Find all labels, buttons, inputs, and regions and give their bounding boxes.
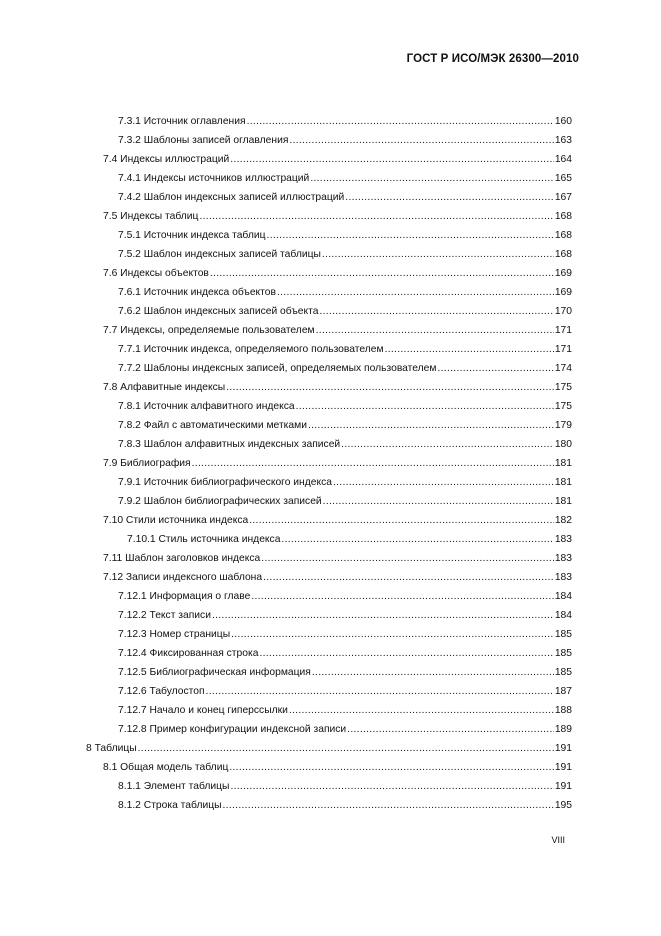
toc-entry-title: 7.12.8 Пример конфигурации индексной записи (118, 724, 347, 735)
toc-entry-page: 175 (554, 382, 572, 393)
dot-leader (267, 230, 554, 241)
toc-entry[interactable] (86, 534, 572, 553)
dot-leader (251, 591, 553, 602)
dot-leader (316, 325, 554, 336)
toc-entry-title: 7.8.2 Файл с автоматическими метками (118, 420, 307, 431)
toc-entry-title: 7.12.4 Фиксированная строка (118, 648, 259, 659)
toc-entry-title: 7.10 Стили источника индекса (103, 515, 249, 526)
toc-entry[interactable] (86, 553, 572, 572)
dot-leader (277, 287, 554, 298)
toc-entry[interactable] (86, 382, 572, 401)
toc-entry-page: 180 (554, 439, 572, 450)
toc-entry-title: 7.12 Записи индексного шаблона (103, 572, 263, 583)
toc-entry-page: 163 (554, 135, 572, 146)
toc-entry[interactable] (86, 420, 572, 439)
dot-leader (289, 705, 554, 716)
dot-leader (249, 515, 554, 526)
dot-leader (323, 496, 554, 507)
toc-entry-title: 7.3.1 Источник оглавления (118, 116, 246, 127)
dot-leader (226, 382, 554, 393)
toc-entry-page: 191 (554, 781, 572, 792)
toc-entry-title: 7.7.2 Шаблоны индексных записей, определяемых пользователем (118, 363, 437, 374)
dot-leader (322, 249, 554, 260)
toc-entry-title: 7.5 Индексы таблиц (103, 211, 199, 222)
toc-entry-title: 7.5.1 Источник индекса таблиц (118, 230, 266, 241)
toc-entry-page: 181 (554, 496, 572, 507)
toc-entry-title: 7.9 Библиография (103, 458, 191, 469)
toc-entry-title: 7.9.2 Шаблон библиографических записей (118, 496, 322, 507)
toc-entry-title: 7.12.7 Начало и конец гиперссылки (118, 705, 288, 716)
toc-entry[interactable] (86, 629, 572, 648)
toc-entry-page: 184 (554, 610, 572, 621)
toc-entry[interactable] (86, 230, 572, 249)
toc-entry-page: 164 (554, 154, 572, 165)
toc-entry-page: 182 (554, 515, 572, 526)
toc-entry[interactable] (86, 249, 572, 268)
toc-entry-title: 7.8 Алфавитные индексы (103, 382, 226, 393)
toc-entry[interactable] (86, 439, 572, 458)
toc-entry[interactable] (86, 192, 572, 211)
toc-entry-page: 181 (554, 477, 572, 488)
toc-entry-page: 187 (554, 686, 572, 697)
toc-entry-title: 7.6.2 Шаблон индексных записей объекта (118, 306, 319, 317)
toc-entry-page: 183 (554, 553, 572, 564)
toc-entry[interactable] (86, 458, 572, 477)
toc-entry-title: 8 Таблицы (86, 743, 137, 754)
dot-leader (212, 610, 554, 621)
dot-leader (312, 667, 554, 678)
dot-leader (347, 724, 554, 735)
toc-entry-title: 7.6.1 Источник индекса объектов (118, 287, 276, 298)
toc-entry-page: 181 (554, 458, 572, 469)
toc-entry-title: 7.8.3 Шаблон алфавитных индексных записей (118, 439, 341, 450)
dot-leader (138, 743, 554, 754)
toc-entry-page: 168 (554, 230, 572, 241)
toc-entry[interactable] (86, 477, 572, 496)
toc-entry-page: 165 (554, 173, 572, 184)
dot-leader (199, 211, 553, 222)
toc-entry[interactable] (86, 781, 572, 800)
toc-entry-page: 160 (554, 116, 572, 127)
toc-entry[interactable] (86, 496, 572, 515)
dot-leader (308, 420, 554, 431)
toc-entry[interactable] (86, 686, 572, 705)
toc-entry[interactable] (86, 306, 572, 325)
toc-entry-page: 184 (554, 591, 572, 602)
toc-entry[interactable] (86, 800, 572, 819)
dot-leader (310, 173, 554, 184)
dot-leader (229, 762, 553, 773)
toc-entry-page: 195 (554, 800, 572, 811)
dot-leader (437, 363, 553, 374)
dot-leader (289, 135, 553, 146)
toc-entry-title: 7.8.1 Источник алфавитного индекса (118, 401, 295, 412)
dot-leader (230, 154, 554, 165)
toc-entry[interactable] (86, 135, 572, 154)
toc-entry-title: 7.4.2 Шаблон индексных записей иллюстраций (118, 192, 345, 203)
toc-entry-page: 179 (554, 420, 572, 431)
toc-entry-page: 191 (554, 743, 572, 754)
dot-leader (333, 477, 554, 488)
dot-leader (281, 534, 553, 545)
toc-entry-title: 7.4 Индексы иллюстраций (103, 154, 230, 165)
toc-entry-page: 185 (554, 648, 572, 659)
dot-leader (192, 458, 554, 469)
toc-entry[interactable] (86, 344, 572, 363)
toc-entry-title: 7.7.1 Источник индекса, определяемого пользователем (118, 344, 384, 355)
toc-entry-title: 7.7 Индексы, определяемые пользователем (103, 325, 315, 336)
toc-entry-page: 168 (554, 211, 572, 222)
toc-entry[interactable] (86, 116, 572, 135)
toc-entry-title: 7.11 Шаблон заголовков индекса (103, 553, 261, 564)
dot-leader (230, 781, 553, 792)
toc-entry-page: 170 (554, 306, 572, 317)
toc-entry[interactable] (86, 572, 572, 591)
toc-entry-page: 167 (554, 192, 572, 203)
toc-entry[interactable] (86, 667, 572, 686)
toc-entry-title: 7.12.5 Библиографическая информация (118, 667, 311, 678)
dot-leader (231, 629, 554, 640)
toc-entry[interactable] (86, 268, 572, 287)
toc-entry[interactable] (86, 762, 572, 781)
dot-leader (319, 306, 553, 317)
toc-entry[interactable] (86, 325, 572, 344)
toc-entry-page: 183 (554, 572, 572, 583)
dot-leader (261, 553, 554, 564)
toc-entry[interactable] (86, 610, 572, 629)
dot-leader (223, 800, 554, 811)
toc-entry-title: 7.6 Индексы объектов (103, 268, 209, 279)
toc-entry-title: 8.1.2 Строка таблицы (118, 800, 222, 811)
toc-entry-title: 7.12.1 Информация о главе (118, 591, 251, 602)
dot-leader (296, 401, 554, 412)
dot-leader (210, 268, 554, 279)
toc-entry-title: 7.12.2 Текст записи (118, 610, 211, 621)
toc-entry[interactable] (86, 705, 572, 724)
toc-entry-page: 189 (554, 724, 572, 735)
dot-leader (341, 439, 554, 450)
dot-leader (247, 116, 554, 127)
toc-entry-page: 171 (554, 325, 572, 336)
toc-entry[interactable] (86, 363, 572, 382)
toc-entry-title: 7.4.1 Индексы источников иллюстраций (118, 173, 310, 184)
toc-entry[interactable] (86, 211, 572, 230)
dot-leader (385, 344, 554, 355)
toc-entry-title: 8.1.1 Элемент таблицы (118, 781, 230, 792)
toc-entry-page: 168 (554, 249, 572, 260)
toc-entry-page: 183 (554, 534, 572, 545)
toc-entry-title: 8.1 Общая модель таблиц (103, 762, 229, 773)
dot-leader (345, 192, 554, 203)
toc-entry-title: 7.3.2 Шаблоны записей оглавления (118, 135, 289, 146)
toc-entry-page: 169 (554, 268, 572, 279)
dot-leader (259, 648, 553, 659)
dot-leader (206, 686, 554, 697)
toc-entry[interactable] (86, 648, 572, 667)
toc-entry-page: 191 (554, 762, 572, 773)
toc-entry[interactable] (86, 401, 572, 420)
table-of-contents (86, 116, 572, 819)
toc-entry-page: 188 (554, 705, 572, 716)
toc-entry[interactable] (86, 154, 572, 173)
toc-entry-title: 7.12.3 Номер страницы (118, 629, 231, 640)
dot-leader (263, 572, 554, 583)
toc-entry-title: 7.9.1 Источник библиографического индекса (118, 477, 332, 488)
toc-entry-page: 171 (554, 344, 572, 355)
toc-entry[interactable] (86, 287, 572, 306)
toc-entry[interactable] (86, 591, 572, 610)
toc-entry[interactable] (86, 173, 572, 192)
toc-entry-title: 7.10.1 Стиль источника индекса (127, 534, 281, 545)
toc-entry-page: 185 (554, 667, 572, 678)
toc-entry[interactable] (86, 724, 572, 743)
toc-entry-title: 7.5.2 Шаблон индексных записей таблицы (118, 249, 321, 260)
toc-entry-title: 7.12.6 Табулостоп (118, 686, 205, 697)
toc-entry[interactable] (86, 743, 572, 762)
toc-entry-page: 185 (554, 629, 572, 640)
toc-entry-page: 169 (554, 287, 572, 298)
document-header: ГОСТ Р ИСО/МЭК 26300—2010 (406, 53, 579, 65)
toc-entry[interactable] (86, 515, 572, 534)
page-number: VIII (551, 835, 565, 845)
toc-entry-page: 174 (554, 363, 572, 374)
toc-entry-page: 175 (554, 401, 572, 412)
